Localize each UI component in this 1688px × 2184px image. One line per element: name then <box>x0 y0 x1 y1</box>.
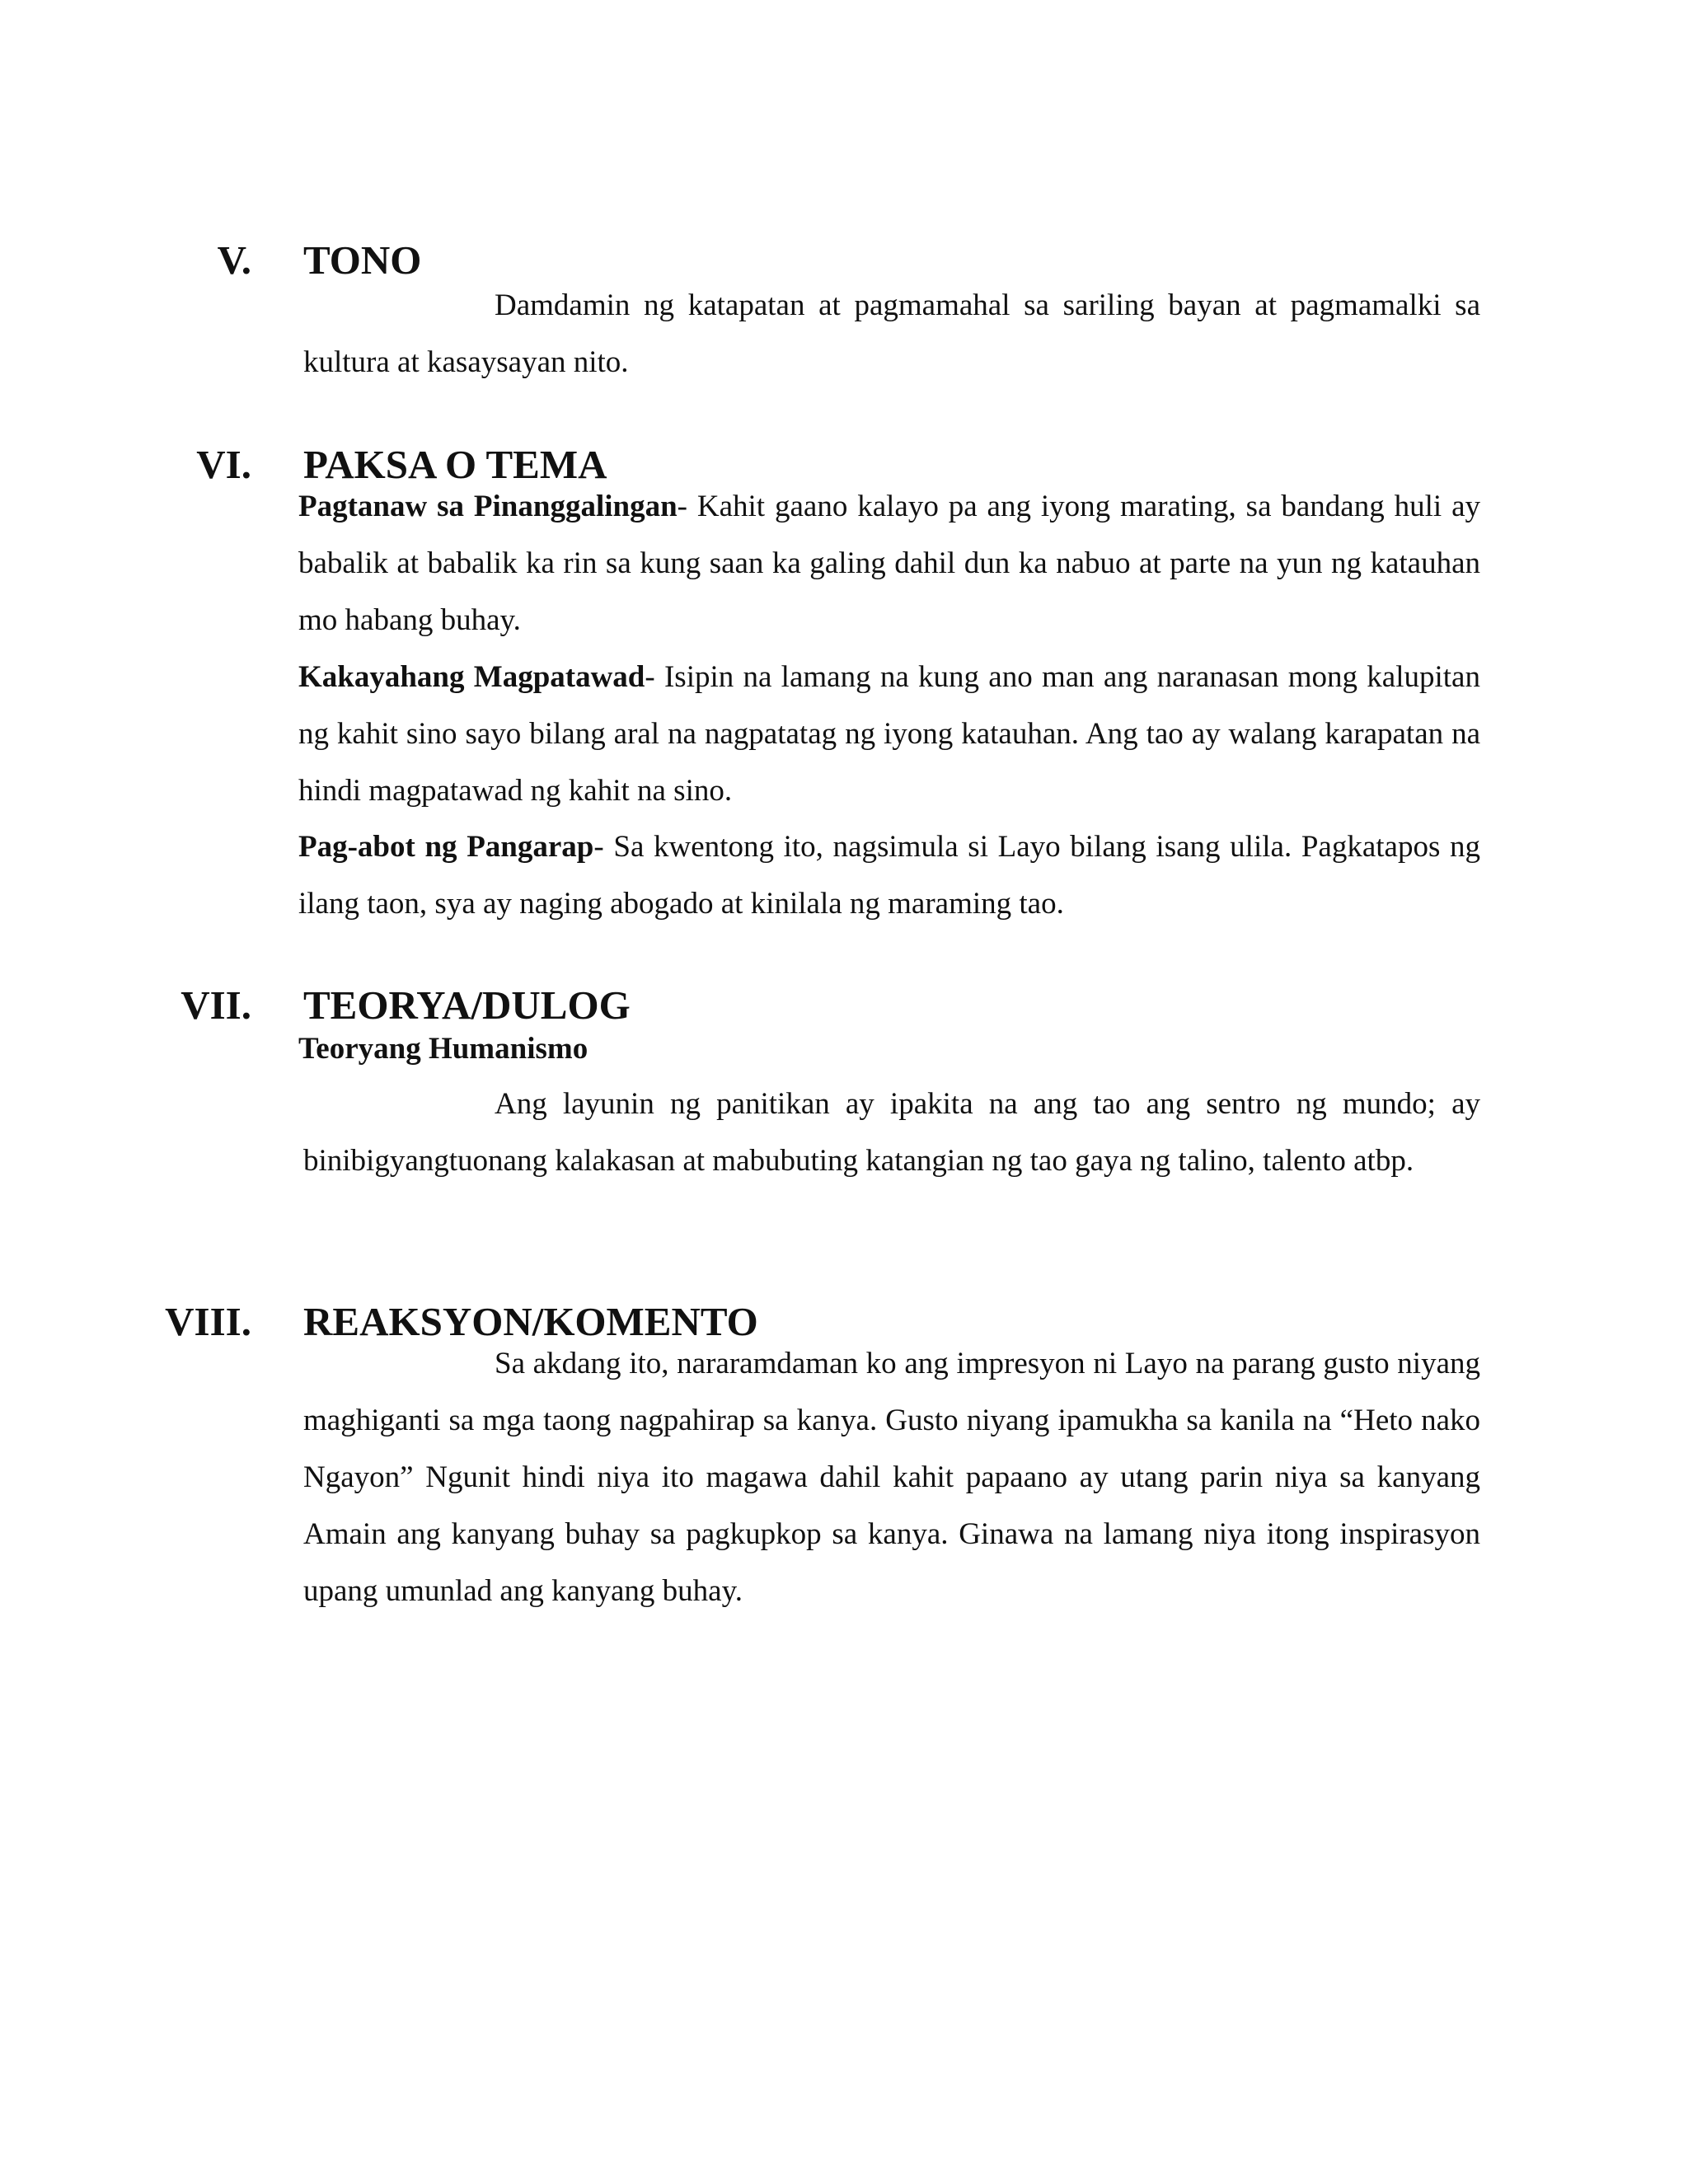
section-body: Ang layunin ng panitikan ay ipakita na ang tao ang sentro ng mundo; ay binibigyangtuonang kalakasan at mabubuting katangian ng tao gaya ng talino, talento atbp. <box>303 1087 1480 1178</box>
theme-item <box>298 649 1480 819</box>
section-numeral: VII. <box>181 982 251 1028</box>
section-heading: TONO <box>303 237 422 283</box>
theme-item <box>298 818 1480 932</box>
section-heading: REAKSYON/KOMENTO <box>303 1299 758 1344</box>
section-numeral: VI. <box>196 442 251 487</box>
theme-separator: - <box>677 490 697 523</box>
theme-separator: - <box>645 660 664 694</box>
section-body: Damdamin ng katapatan at pagmamahal sa sariling bayan at pagmamalki sa kultura at kasaysayan nito. <box>303 288 1480 379</box>
section-numeral: V. <box>217 237 251 283</box>
theme-text: Isipin na lamang na kung ano man ang naranasan mong kalupitan ng kahit sino sayo bilang aral na nagpatatag ng iyong katauhan. Ang tao ay walang karapatan na hindi magpatawad ng kahit na sino. <box>298 660 1480 808</box>
section-numeral: VIII. <box>165 1299 251 1344</box>
theme-term: Pag-abot ng Pangarap <box>298 830 594 864</box>
theme-term: Kakayahang Magpatawad <box>298 660 645 694</box>
theme-text: Kahit gaano kalayo pa ang iyong marating, sa bandang huli ay babalik at babalik ka rin sa kung saan ka galing dahil dun ka nabuo at parte na yun ng katauhan mo habang buhay. <box>298 490 1480 637</box>
theme-text: Sa kwentong ito, nagsimula si Layo bilang isang ulila. Pagkatapos ng ilang taon, sya ay naging abogado at kinilala ng maraming tao. <box>298 830 1481 921</box>
section-body: Sa akdang ito, nararamdaman ko ang impresyon ni Layo na parang gusto niyang maghiganti sa mga taong nagpahirap sa kanya. Gusto niyang ipamukha sa kanila na “Heto nako Ngayon” Ngunit hindi niya ito magawa dahil kahit papaano ay utang parin niya sa kanyang Amain ang kanyang buhay sa pagkupkop sa kanya. Ginawa na lamang niya itong inspirasyon upang umunlad ang kanyang buhay. <box>303 1347 1480 1608</box>
section-heading: PAKSA O TEMA <box>303 442 607 487</box>
theme-item <box>298 478 1480 649</box>
theme-separator: - <box>593 830 614 864</box>
theme-term: Pagtanaw sa Pinanggalingan <box>298 490 678 523</box>
section-heading: TEORYA/DULOG <box>303 982 631 1028</box>
section-subheading: Teoryang Humanismo <box>298 1032 588 1066</box>
